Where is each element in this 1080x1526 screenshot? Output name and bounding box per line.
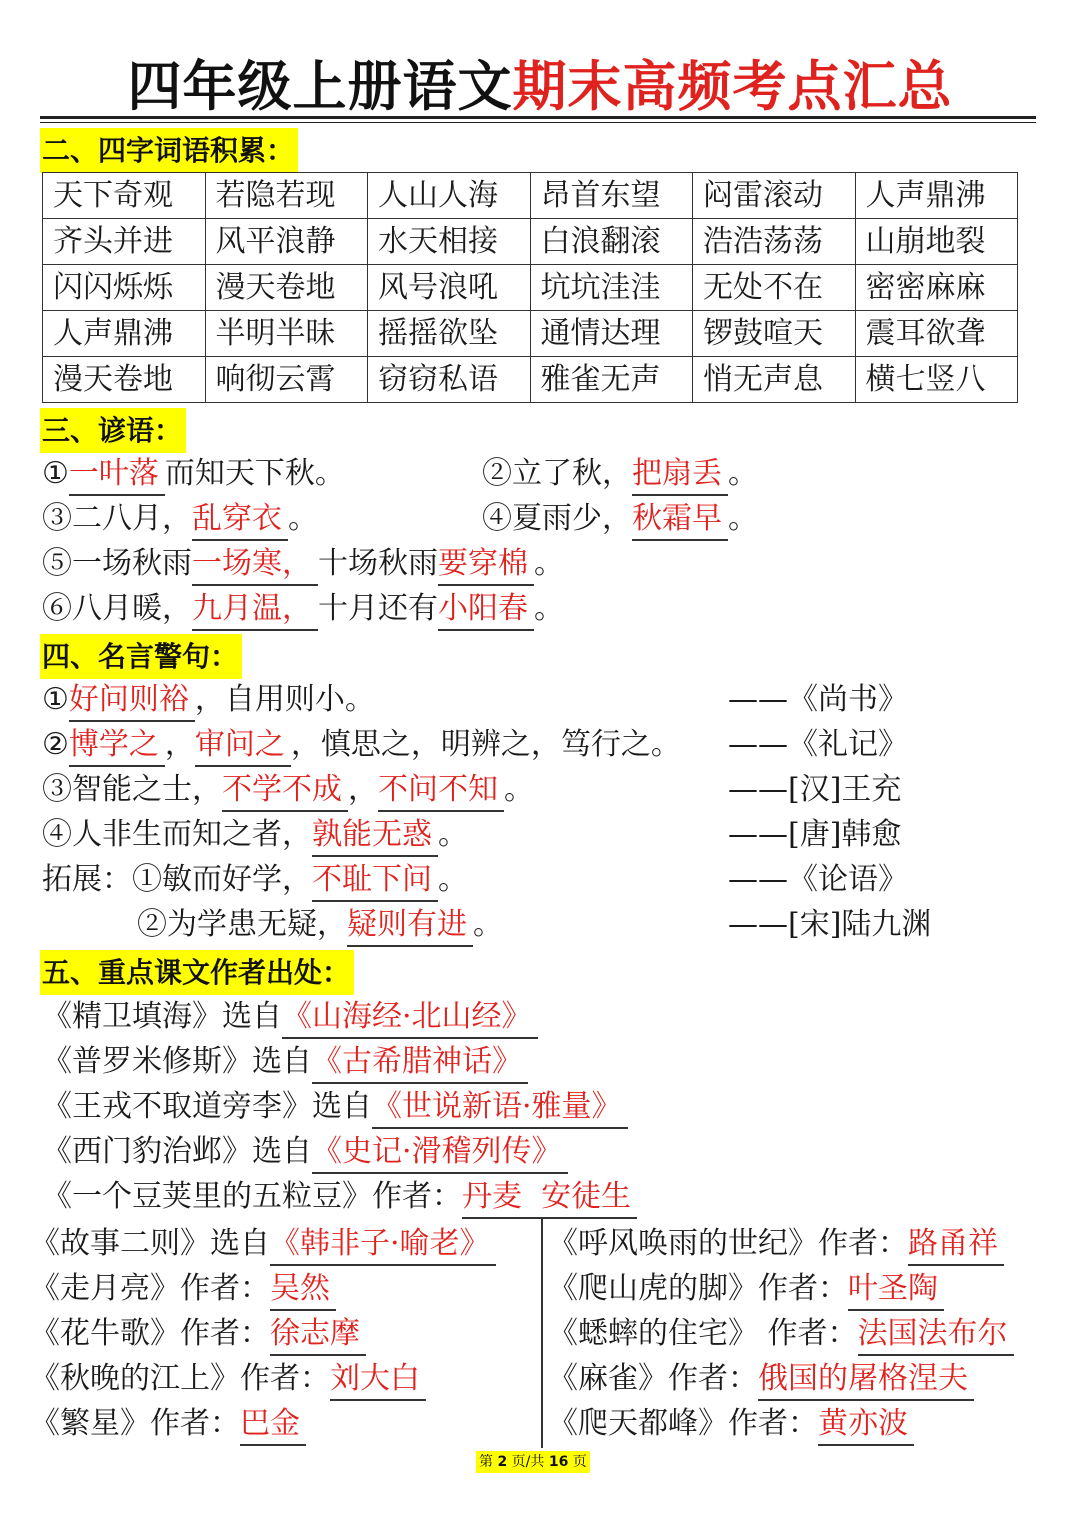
- work-right-4: 《麻雀》作者：俄国的屠格涅夫: [548, 1357, 974, 1401]
- proverb-5: ⑤一场秋雨一场寒， 十场秋雨要穿棉 。: [42, 542, 564, 586]
- quote-5: 拓展：①敏而好学，不耻下问 。: [42, 858, 468, 902]
- idiom-row: [43, 219, 1018, 265]
- idiom-cell: 若隐若现: [205, 173, 368, 219]
- idiom-cell: 漫天卷地: [43, 357, 206, 403]
- idiom-cell: 风平浪静: [205, 219, 368, 265]
- work-5: 《一个豆荚里的五粒豆》作者：丹麦 安徒生: [42, 1175, 637, 1219]
- idiom-cell: 雅雀无声: [530, 357, 693, 403]
- title-rule-thin: [40, 122, 1036, 123]
- section-heading-proverbs: 三、谚语：: [40, 408, 186, 453]
- column-divider: [541, 1218, 543, 1448]
- quote-2: ②博学之 ，审问之 ，慎思之，明辨之，笃行之。: [42, 723, 681, 767]
- quote-3: ③智能之士，不学不成 ，不问不知 。: [42, 768, 534, 812]
- idiom-cell: 摇摇欲坠: [368, 311, 531, 357]
- idiom-cell: 半明半昧: [205, 311, 368, 357]
- idiom-cell: 悄无声息: [693, 357, 856, 403]
- quote-1: ①好问则裕 ，自用则小。: [42, 678, 375, 722]
- idiom-cell: 响彻云霄: [205, 357, 368, 403]
- idiom-cell: 人声鼎沸: [855, 173, 1018, 219]
- idiom-cell: 人山人海: [368, 173, 531, 219]
- idiom-table: [42, 172, 1018, 403]
- idiom-cell: 闷雷滚动: [693, 173, 856, 219]
- work-left-4: 《秋晚的江上》作者：刘大白: [30, 1357, 426, 1401]
- work-1: 《精卫填海》选自《山海经·北山经》: [42, 995, 538, 1039]
- work-left-1: 《故事二则》选自《韩非子·喻老》: [30, 1222, 496, 1266]
- idiom-cell: 闪闪烁烁: [43, 265, 206, 311]
- idiom-row: [43, 357, 1018, 403]
- work-left-3: 《花牛歌》作者：徐志摩: [30, 1312, 366, 1356]
- work-right-3: 《蟋蟀的住宅》 作者：法国法布尔: [548, 1312, 1014, 1356]
- proverb-3: ③二八月，乱穿衣 。: [42, 497, 318, 541]
- quote-4-source: ——[唐]韩愈: [728, 817, 902, 852]
- idiom-cell: 无处不在: [693, 265, 856, 311]
- title-black: 四年级上册语文: [127, 55, 513, 118]
- section-heading-authors: 五、重点课文作者出处：: [40, 950, 354, 995]
- proverb-1: ①一叶落 而知天下秋。: [42, 452, 345, 496]
- idiom-cell: 锣鼓喧天: [693, 311, 856, 357]
- quote-5-source: ——《论语》: [728, 862, 908, 897]
- idiom-cell: 白浪翻滚: [530, 219, 693, 265]
- page-number: 第 2 页/共 16 页: [476, 1451, 590, 1473]
- idiom-cell: 风号浪吼: [368, 265, 531, 311]
- idiom-cell: 震耳欲聋: [855, 311, 1018, 357]
- quote-6: ②为学患无疑，疑则有进 。: [137, 903, 503, 947]
- idiom-cell: 齐头并进: [43, 219, 206, 265]
- work-4: 《西门豹治邺》选自《史记·滑稽列传》: [42, 1130, 568, 1174]
- idiom-cell: 浩浩荡荡: [693, 219, 856, 265]
- idiom-cell: 窃窃私语: [368, 357, 531, 403]
- idiom-cell: 漫天卷地: [205, 265, 368, 311]
- title-red: 期末高频考点汇总: [512, 55, 953, 118]
- quote-6-source: ——[宋]陆九渊: [728, 907, 932, 942]
- idiom-cell: 人声鼎沸: [43, 311, 206, 357]
- section-heading-idioms: 二、四字词语积累：: [40, 128, 298, 173]
- idiom-cell: 昂首东望: [530, 173, 693, 219]
- idiom-cell: 水天相接: [368, 219, 531, 265]
- proverb-4: ④夏雨少，秋霜早 。: [482, 497, 758, 541]
- work-left-2: 《走月亮》作者：吴然: [30, 1267, 336, 1311]
- work-left-5: 《繁星》作者：巴金: [30, 1402, 306, 1446]
- quote-4: ④人非生而知之者，孰能无惑 。: [42, 813, 468, 857]
- work-3: 《王戎不取道旁李》选自《世说新语·雅量》: [42, 1085, 628, 1129]
- idiom-cell: 天下奇观: [43, 173, 206, 219]
- work-2: 《普罗米修斯》选自《古希腊神话》: [42, 1040, 528, 1084]
- work-right-5: 《爬天都峰》作者：黄亦波: [548, 1402, 914, 1446]
- work-right-2: 《爬山虎的脚》作者：叶圣陶: [548, 1267, 944, 1311]
- title-rule-thick: [40, 116, 1036, 119]
- quote-1-source: ——《尚书》: [728, 682, 908, 717]
- section-heading-quotes: 四、名言警句：: [40, 634, 242, 679]
- work-right-1: 《呼风唤雨的世纪》作者：路甬祥: [548, 1222, 1004, 1266]
- idiom-cell: 坑坑洼洼: [530, 265, 693, 311]
- idiom-cell: 山崩地裂: [855, 219, 1018, 265]
- idiom-cell: 横七竖八: [855, 357, 1018, 403]
- proverb-6: ⑥八月暖，九月温， 十月还有小阳春 。: [42, 587, 564, 631]
- idiom-cell: 通情达理: [530, 311, 693, 357]
- idiom-row: [43, 311, 1018, 357]
- proverb-2: ②立了秋，把扇丢 。: [482, 452, 758, 496]
- idiom-cell: 密密麻麻: [855, 265, 1018, 311]
- idiom-row: [43, 265, 1018, 311]
- page-title: [0, 52, 1080, 122]
- quote-2-source: ——《礼记》: [728, 727, 908, 762]
- quote-3-source: ——[汉]王充: [728, 772, 902, 807]
- idiom-row: [43, 173, 1018, 219]
